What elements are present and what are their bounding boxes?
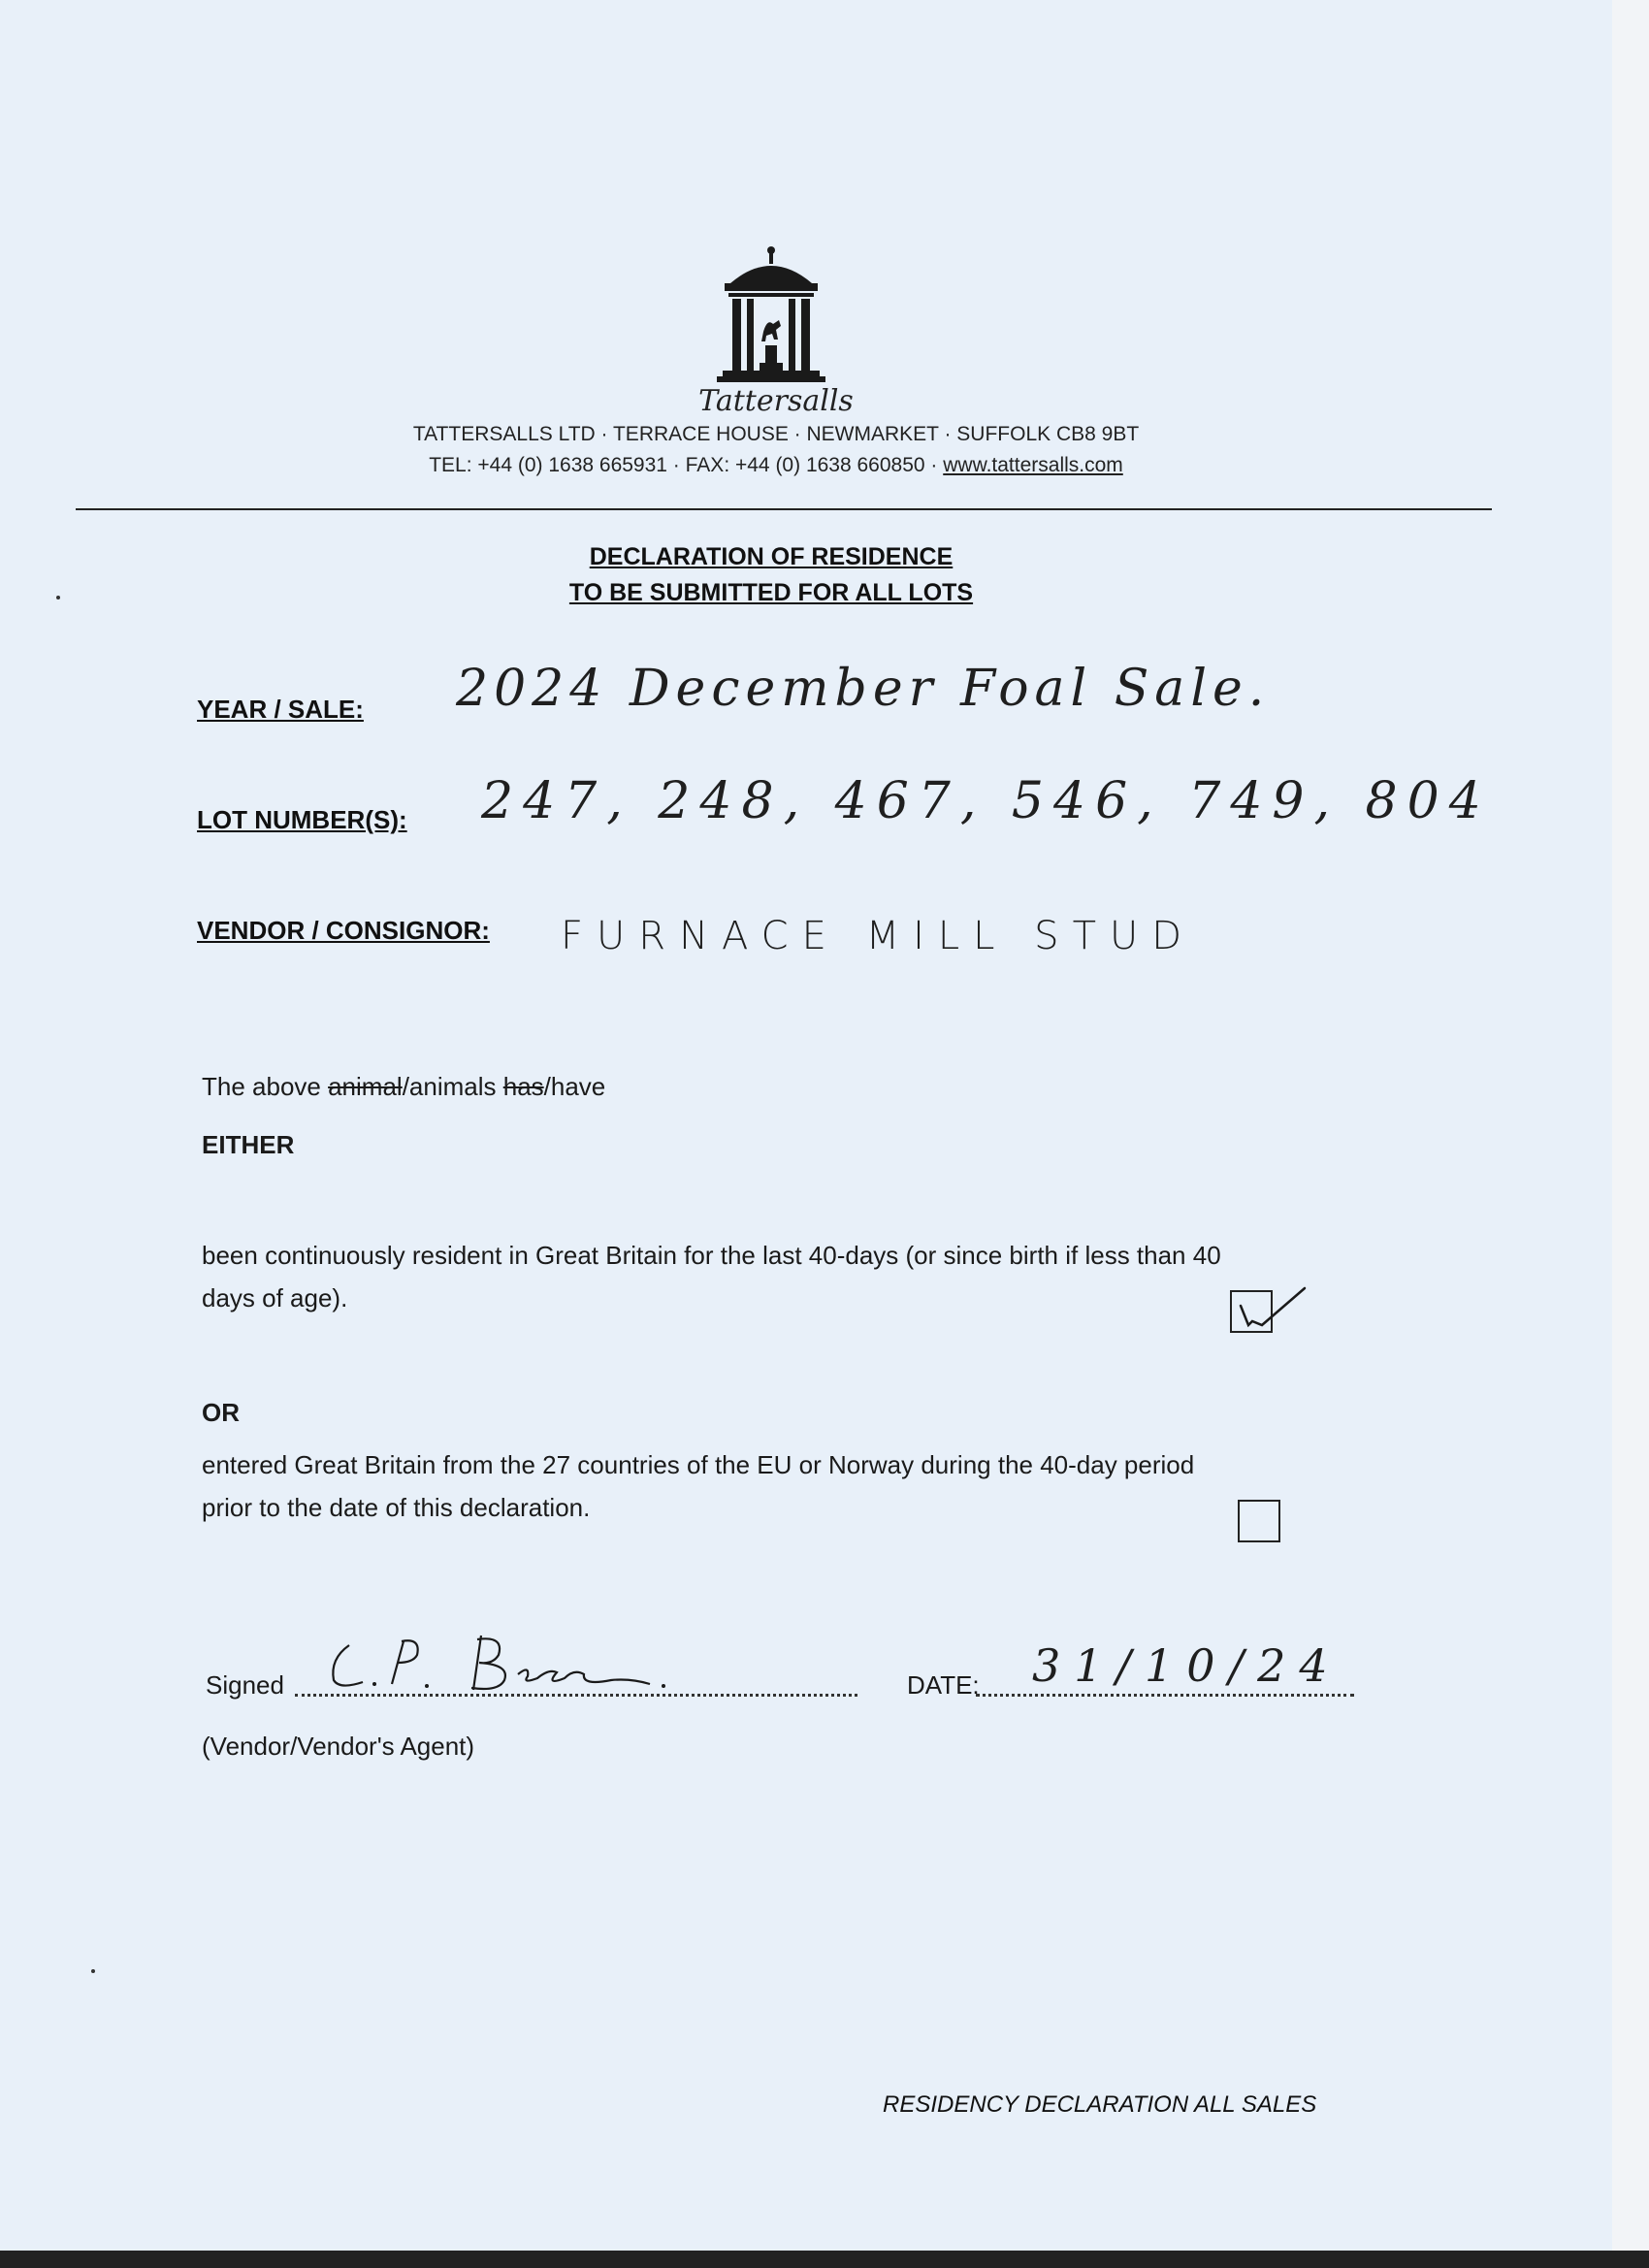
intro-prefix: The above (202, 1072, 329, 1101)
website-link[interactable]: www.tattersalls.com (943, 454, 1123, 476)
option2-checkbox[interactable] (1238, 1500, 1280, 1542)
year-sale-label: YEAR / SALE: (197, 695, 364, 724)
option1-line2: days of age). (202, 1283, 348, 1312)
scan-speck (91, 1969, 95, 1973)
lot-numbers-label: LOT NUMBER(S): (197, 805, 407, 834)
company-contact (0, 454, 1552, 477)
brand-name: Tattersalls (698, 384, 854, 418)
option2-line1: entered Great Britain from the 27 countries of the EU or Norway during the 40-day period (202, 1450, 1195, 1479)
form-title-line2: TO BE SUBMITTED FOR ALL LOTS (568, 579, 974, 606)
vendor-label: VENDOR / CONSIGNOR: (197, 916, 490, 945)
either-label: EITHER (202, 1130, 295, 1159)
option1-checkmark (1227, 1282, 1324, 1341)
vendor-value[interactable]: FURNACE MILL STUD (561, 914, 1196, 958)
scan-speck (56, 596, 60, 599)
option2-line2: prior to the date of this declaration. (202, 1493, 591, 1522)
scan-edge-bottom (0, 2251, 1649, 2268)
phone-fax: TEL: +44 (0) 1638 665931 · FAX: +44 (0) 1638 660850 · (429, 454, 944, 476)
intro-suffix: /have (543, 1072, 606, 1101)
form-title-line1: DECLARATION OF RESIDENCE (589, 543, 954, 570)
or-label: OR (202, 1398, 240, 1427)
scan-edge-right (1612, 0, 1649, 2268)
signed-label: Signed (206, 1670, 284, 1700)
declaration-intro (202, 1065, 605, 1108)
date-line (976, 1694, 1354, 1697)
date-value[interactable]: 31/10/24 (1032, 1639, 1342, 1692)
handwritten-signature[interactable] (320, 1630, 689, 1707)
intro-mid: /animals (402, 1072, 503, 1101)
header-divider (76, 508, 1492, 510)
option1-line1: been continuously resident in Great Britain for the last 40-days (or since birth if less than 40 (202, 1241, 1221, 1270)
lot-numbers-value[interactable]: 247, 248, 467, 546, 749, 804 (481, 772, 1491, 830)
intro-struck-has: has (502, 1072, 544, 1101)
signer-role: (Vendor/Vendor's Agent) (202, 1732, 475, 1761)
date-label: DATE: (907, 1670, 980, 1700)
intro-struck-animal: animal (328, 1072, 403, 1101)
year-sale-value[interactable]: 2024 December Foal Sale. (456, 660, 1271, 718)
tattersalls-temple-logo (713, 243, 829, 388)
form-code-footer: RESIDENCY DECLARATION ALL SALES (883, 2091, 1317, 2118)
company-address: TATTERSALLS LTD · TERRACE HOUSE · NEWMARKET · SUFFOLK CB8 9BT (412, 423, 1140, 445)
